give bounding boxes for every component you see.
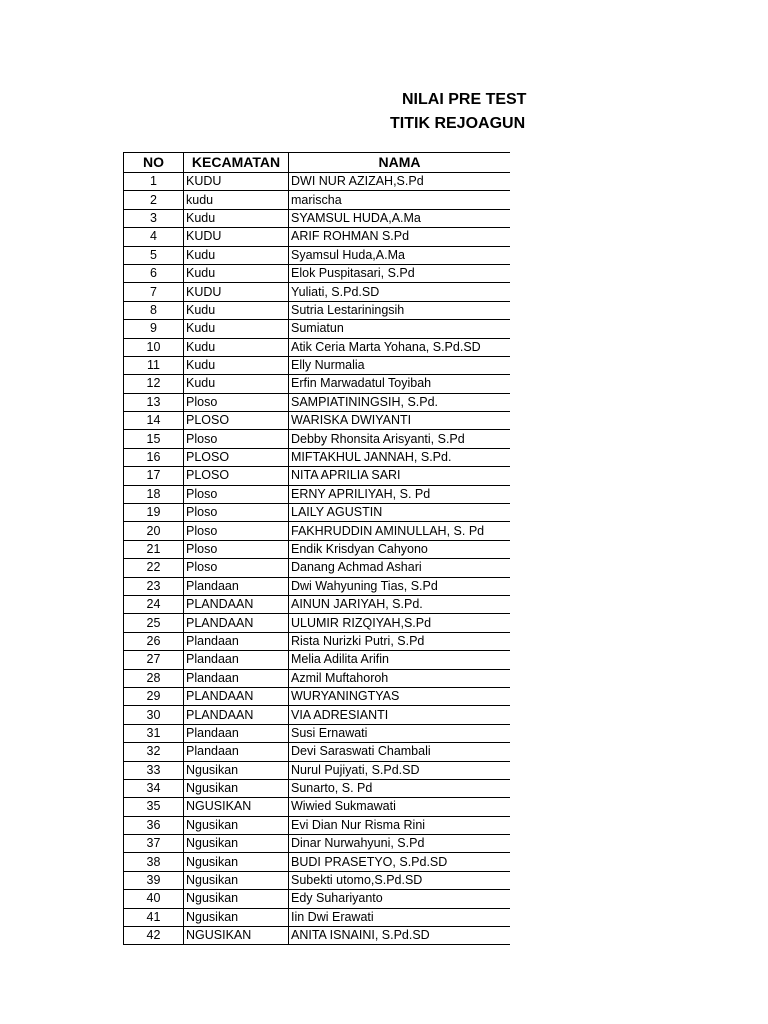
cell-no: 13	[124, 393, 184, 411]
cell-no: 39	[124, 871, 184, 889]
cell-kecamatan: KUDU	[184, 173, 289, 191]
table-row	[124, 264, 511, 282]
column-header-kecamatan: KECAMATAN	[184, 153, 289, 173]
table-row	[124, 283, 511, 301]
cell-nama: Wiwied Sukmawati	[289, 798, 511, 816]
cell-no: 16	[124, 448, 184, 466]
table-row	[124, 761, 511, 779]
cell-nama: AINUN JARIYAH, S.Pd.	[289, 595, 511, 613]
table-row	[124, 338, 511, 356]
cell-nama: WURYANINGTYAS	[289, 687, 511, 705]
column-header-nama: NAMA	[289, 153, 511, 173]
cell-kecamatan: Plandaan	[184, 651, 289, 669]
cell-nama: Melia Adilita Arifin	[289, 651, 511, 669]
cell-kecamatan: NGUSIKAN	[184, 798, 289, 816]
cell-no: 23	[124, 577, 184, 595]
cell-kecamatan: Kudu	[184, 209, 289, 227]
table-header-row	[124, 153, 511, 173]
column-header-no: NO	[124, 153, 184, 173]
cell-no: 7	[124, 283, 184, 301]
cell-no: 8	[124, 301, 184, 319]
cell-kecamatan: Ploso	[184, 393, 289, 411]
table-row	[124, 798, 511, 816]
cell-kecamatan: Plandaan	[184, 743, 289, 761]
cell-no: 30	[124, 706, 184, 724]
cell-nama: NITA APRILIA SARI	[289, 467, 511, 485]
cell-kecamatan: Ngusikan	[184, 908, 289, 926]
cell-no: 24	[124, 595, 184, 613]
table-row	[124, 632, 511, 650]
cell-no: 9	[124, 320, 184, 338]
cell-nama: SYAMSUL HUDA,A.Ma	[289, 209, 511, 227]
table-row	[124, 706, 511, 724]
document-subtitle-text: TITIK REJOAGUN	[390, 115, 526, 132]
cell-kecamatan: PLOSO	[184, 467, 289, 485]
cell-no: 34	[124, 779, 184, 797]
cell-nama: Susi Ernawati	[289, 724, 511, 742]
cell-nama: ULUMIR RIZQIYAH,S.Pd	[289, 614, 511, 632]
cell-no: 42	[124, 927, 184, 945]
cell-kecamatan: NGUSIKAN	[184, 927, 289, 945]
cell-kecamatan: Ngusikan	[184, 816, 289, 834]
cell-nama: Sunarto, S. Pd	[289, 779, 511, 797]
cell-kecamatan: Ngusikan	[184, 890, 289, 908]
document-title-text: NILAI PRE TEST	[402, 91, 527, 108]
table-row	[124, 393, 511, 411]
cell-no: 20	[124, 522, 184, 540]
table-row	[124, 301, 511, 319]
table-row	[124, 871, 511, 889]
cell-nama: Endik Krisdyan Cahyono	[289, 540, 511, 558]
table-row	[124, 853, 511, 871]
table-row	[124, 191, 511, 209]
table-row	[124, 835, 511, 853]
table-row	[124, 412, 511, 430]
cell-no: 10	[124, 338, 184, 356]
cell-nama: Sutria Lestariningsih	[289, 301, 511, 319]
cell-kecamatan: Ngusikan	[184, 853, 289, 871]
cell-no: 28	[124, 669, 184, 687]
cell-no: 33	[124, 761, 184, 779]
table-row	[124, 173, 511, 191]
table-row	[124, 209, 511, 227]
cell-kecamatan: PLANDAAN	[184, 706, 289, 724]
table-row	[124, 669, 511, 687]
table-row	[124, 651, 511, 669]
cell-kecamatan: Kudu	[184, 301, 289, 319]
table-row	[124, 228, 511, 246]
cell-nama: Evi Dian Nur Risma Rini	[289, 816, 511, 834]
table-body	[124, 173, 511, 945]
cell-nama: FAKHRUDDIN AMINULLAH, S. Pd	[289, 522, 511, 540]
cell-no: 17	[124, 467, 184, 485]
cell-nama: Syamsul Huda,A.Ma	[289, 246, 511, 264]
table-row	[124, 743, 511, 761]
table-row	[124, 687, 511, 705]
table-row	[124, 540, 511, 558]
cell-nama: Iin Dwi Erawati	[289, 908, 511, 926]
cell-nama: Dwi Wahyuning Tias, S.Pd	[289, 577, 511, 595]
cell-nama: Devi Saraswati Chambali	[289, 743, 511, 761]
table-row	[124, 356, 511, 374]
table-row	[124, 614, 511, 632]
cell-no: 25	[124, 614, 184, 632]
cell-no: 18	[124, 485, 184, 503]
cell-no: 15	[124, 430, 184, 448]
cell-kecamatan: KUDU	[184, 283, 289, 301]
cell-no: 29	[124, 687, 184, 705]
table-row	[124, 908, 511, 926]
cell-nama: Erfin Marwadatul Toyibah	[289, 375, 511, 393]
score-table-container	[123, 152, 510, 952]
cell-nama: Sumiatun	[289, 320, 511, 338]
cell-no: 35	[124, 798, 184, 816]
cell-kecamatan: Ngusikan	[184, 779, 289, 797]
cell-no: 22	[124, 559, 184, 577]
cell-kecamatan: Ploso	[184, 485, 289, 503]
cell-nama: Rista Nurizki Putri, S.Pd	[289, 632, 511, 650]
cell-nama: VIA ADRESIANTI	[289, 706, 511, 724]
cell-kecamatan: PLOSO	[184, 448, 289, 466]
cell-nama: Elly Nurmalia	[289, 356, 511, 374]
cell-kecamatan: Kudu	[184, 320, 289, 338]
cell-kecamatan: Kudu	[184, 338, 289, 356]
cell-kecamatan: Kudu	[184, 264, 289, 282]
cell-nama: MIFTAKHUL JANNAH, S.Pd.	[289, 448, 511, 466]
table-row	[124, 448, 511, 466]
cell-no: 27	[124, 651, 184, 669]
cell-kecamatan: Ploso	[184, 504, 289, 522]
cell-no: 4	[124, 228, 184, 246]
table-row	[124, 816, 511, 834]
table-row	[124, 724, 511, 742]
cell-kecamatan: Ngusikan	[184, 835, 289, 853]
cell-nama: Azmil Muftahoroh	[289, 669, 511, 687]
cell-nama: Subekti utomo,S.Pd.SD	[289, 871, 511, 889]
cell-no: 21	[124, 540, 184, 558]
cell-kecamatan: Kudu	[184, 375, 289, 393]
cell-no: 3	[124, 209, 184, 227]
cell-kecamatan: Ploso	[184, 430, 289, 448]
table-row	[124, 246, 511, 264]
cell-nama: SAMPIATININGSIH, S.Pd.	[289, 393, 511, 411]
cell-kecamatan: Plandaan	[184, 669, 289, 687]
table-row	[124, 504, 511, 522]
cell-nama: DWI NUR AZIZAH,S.Pd	[289, 173, 511, 191]
table-row	[124, 467, 511, 485]
score-table	[123, 152, 510, 945]
cell-no: 11	[124, 356, 184, 374]
cell-nama: Atik Ceria Marta Yohana, S.Pd.SD	[289, 338, 511, 356]
cell-kecamatan: Plandaan	[184, 577, 289, 595]
cell-kecamatan: Kudu	[184, 246, 289, 264]
cell-kecamatan: Plandaan	[184, 632, 289, 650]
cell-nama: Nurul Pujiyati, S.Pd.SD	[289, 761, 511, 779]
cell-no: 36	[124, 816, 184, 834]
table-row	[124, 485, 511, 503]
cell-no: 37	[124, 835, 184, 853]
cell-kecamatan: Ploso	[184, 559, 289, 577]
cell-nama: BUDI PRASETYO, S.Pd.SD	[289, 853, 511, 871]
table-row	[124, 927, 511, 945]
cell-nama: ERNY APRILIYAH, S. Pd	[289, 485, 511, 503]
table-row	[124, 430, 511, 448]
cell-kecamatan: kudu	[184, 191, 289, 209]
cell-nama: Debby Rhonsita Arisyanti, S.Pd	[289, 430, 511, 448]
cell-nama: LAILY AGUSTIN	[289, 504, 511, 522]
cell-nama: Edy Suhariyanto	[289, 890, 511, 908]
cell-no: 38	[124, 853, 184, 871]
table-row	[124, 320, 511, 338]
cell-nama: Yuliati, S.Pd.SD	[289, 283, 511, 301]
cell-no: 12	[124, 375, 184, 393]
table-row	[124, 522, 511, 540]
cell-kecamatan: PLANDAAN	[184, 595, 289, 613]
cell-no: 40	[124, 890, 184, 908]
table-row	[124, 779, 511, 797]
cell-no: 1	[124, 173, 184, 191]
cell-kecamatan: PLOSO	[184, 412, 289, 430]
cell-kecamatan: PLANDAAN	[184, 614, 289, 632]
cell-kecamatan: PLANDAAN	[184, 687, 289, 705]
cell-no: 26	[124, 632, 184, 650]
cell-nama: ARIF ROHMAN S.Pd	[289, 228, 511, 246]
cell-nama: Elok Puspitasari, S.Pd	[289, 264, 511, 282]
cell-kecamatan: KUDU	[184, 228, 289, 246]
cell-kecamatan: Ngusikan	[184, 761, 289, 779]
cell-kecamatan: Ploso	[184, 540, 289, 558]
table-row	[124, 559, 511, 577]
cell-no: 31	[124, 724, 184, 742]
cell-no: 6	[124, 264, 184, 282]
cell-no: 5	[124, 246, 184, 264]
cell-no: 41	[124, 908, 184, 926]
table-row	[124, 577, 511, 595]
cell-no: 14	[124, 412, 184, 430]
cell-nama: marischa	[289, 191, 511, 209]
cell-no: 19	[124, 504, 184, 522]
table-row	[124, 595, 511, 613]
cell-nama: Danang Achmad Ashari	[289, 559, 511, 577]
cell-kecamatan: Ploso	[184, 522, 289, 540]
table-row	[124, 890, 511, 908]
cell-kecamatan: Plandaan	[184, 724, 289, 742]
cell-no: 32	[124, 743, 184, 761]
cell-nama: WARISKA DWIYANTI	[289, 412, 511, 430]
table-row	[124, 375, 511, 393]
cell-no: 2	[124, 191, 184, 209]
cell-nama: Dinar Nurwahyuni, S.Pd	[289, 835, 511, 853]
cell-kecamatan: Ngusikan	[184, 871, 289, 889]
cell-kecamatan: Kudu	[184, 356, 289, 374]
cell-nama: ANITA ISNAINI, S.Pd.SD	[289, 927, 511, 945]
